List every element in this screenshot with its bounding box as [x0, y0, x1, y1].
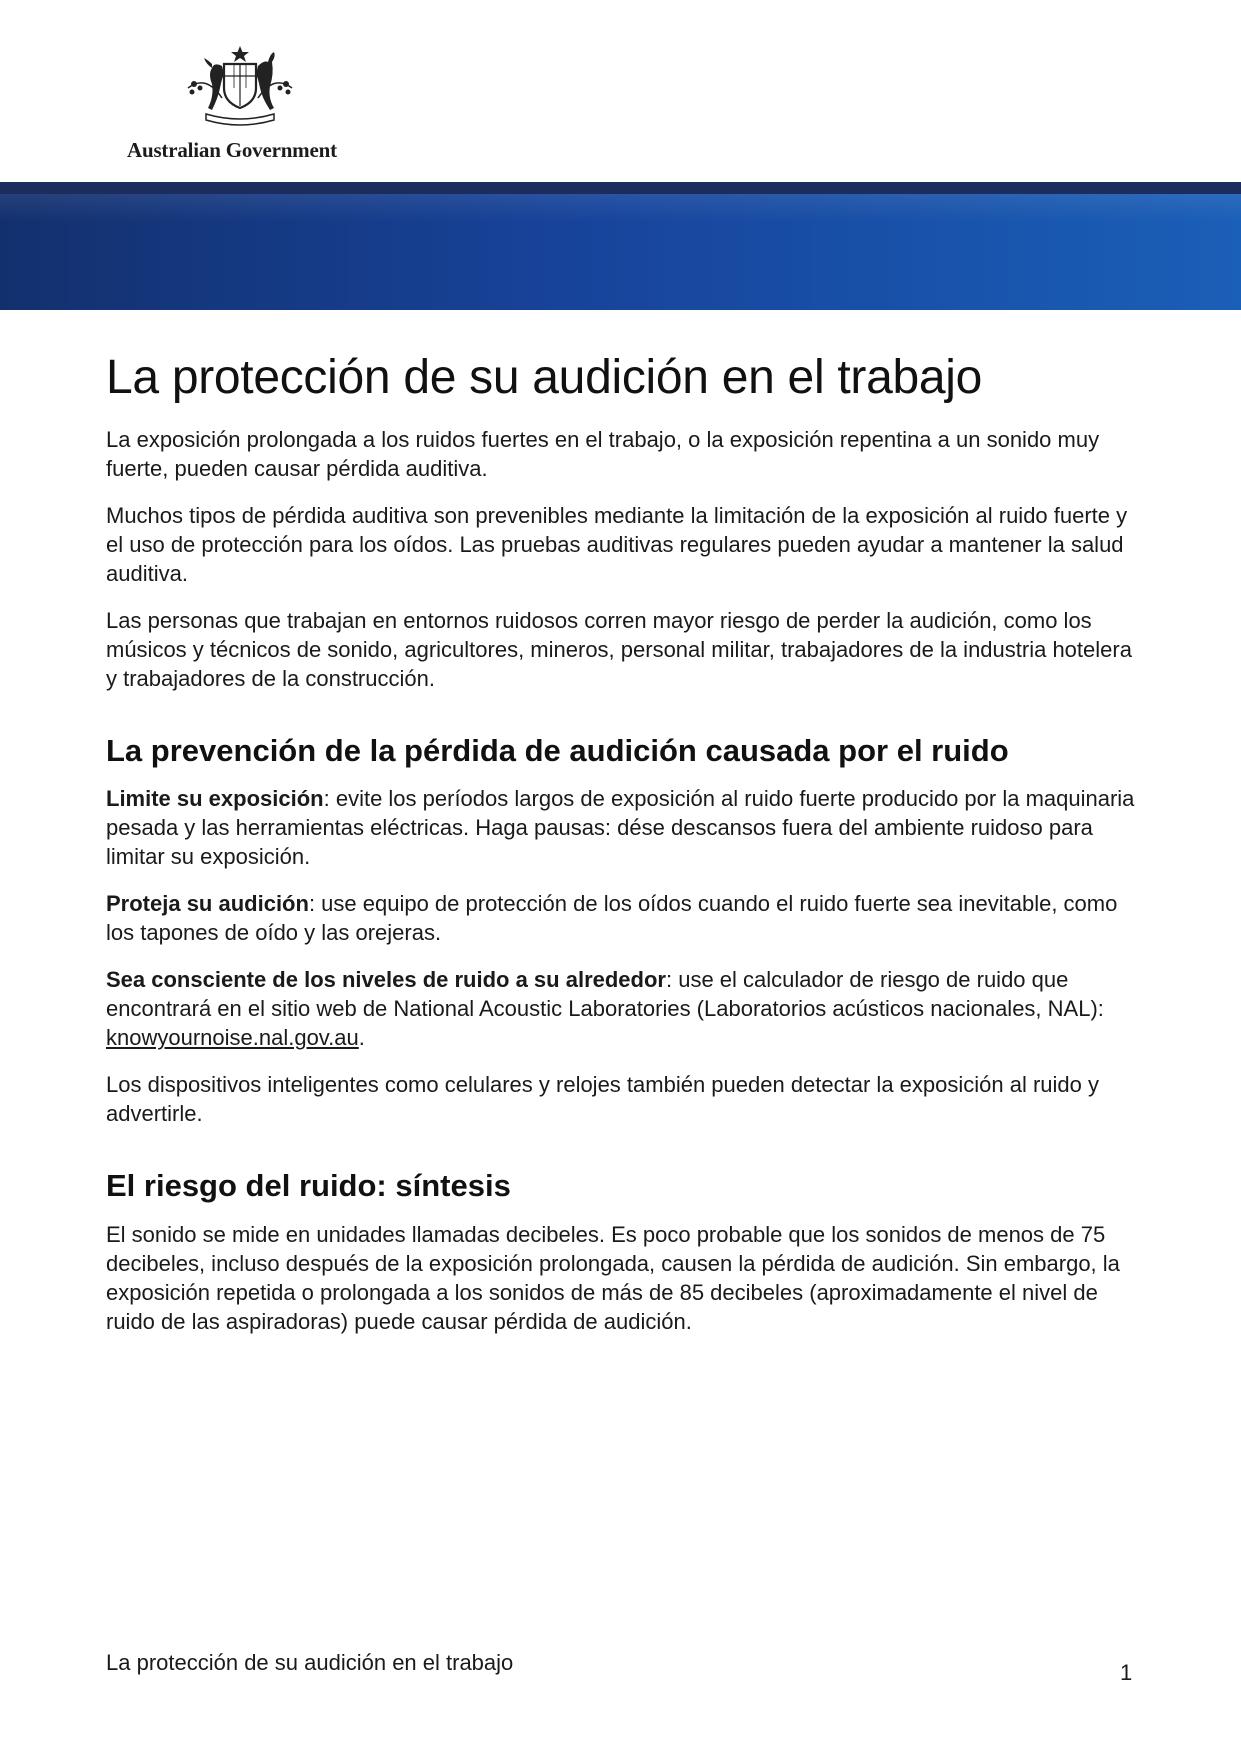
prevention-item-text: : evite los períodos largos de exposición al ruido fuerte producido por la maquinaria pesada y las herramientas eléctricas. Haga pausas: dése descansos fuera del ambiente ruidoso para limitar su exposición.: [106, 786, 1135, 870]
prevention-item-lead: Proteja su audición: [106, 891, 309, 917]
document-body: [106, 352, 1141, 1354]
prevention-item-after: .: [358, 1025, 365, 1051]
prevention-item-lead: Limite su exposición: [106, 786, 324, 812]
page-number: 1: [1120, 1660, 1133, 1685]
prevention-item-protect: [106, 889, 1141, 947]
prevention-item-awareness: [106, 965, 1141, 1052]
prevention-item-exposure: [106, 784, 1141, 871]
header-banner: [0, 182, 1241, 310]
intro-paragraph: Las personas que trabajan en entornos ruidosos corren mayor riesgo de perder la audición, como los músicos y técnicos de sonido, agricultores, mineros, personal militar, trabajadores de la industria hotelera y trabajadores de la construcción.: [106, 607, 1132, 691]
coat-of-arms-icon: [178, 44, 302, 128]
intro-paragraph: La exposición prolongada a los ruidos fuertes en el trabajo, o la exposición repentina a un sonido muy fuerte, pueden causar pérdida auditiva.: [106, 426, 1100, 481]
summary-paragraph: El sonido se mide en unidades llamadas decibeles. Es poco probable que los sonidos de menos de 75 decibeles, incluso después de la exposición prolongada, causen la pérdida de audición. Sin embargo, la exposición repetida o prolongada a los sonidos de más de 85 decibeles (aproximadamente el nivel de ruido de las aspiradoras) puede causar pérdida de audición.: [106, 1222, 1120, 1335]
government-name: Australian Government: [127, 138, 337, 162]
prevention-item-lead: Sea consciente de los niveles de ruido a su alrededor: [106, 967, 666, 993]
page-title: La protección de su audición en el trabajo: [106, 351, 983, 404]
page-header: [0, 0, 1241, 182]
prevention-closing: Los dispositivos inteligentes como celulares y relojes también pueden detectar la exposición al ruido y advertirle.: [106, 1072, 1099, 1127]
prevention-item-text: : use el calculador de riesgo de ruido que encontrará en el sitio web de National Acoustic Laboratories (Laboratorios acústicos nacionales, NAL):: [106, 967, 1104, 1022]
prevention-item-text: : use equipo de protección de los oídos cuando el ruido fuerte sea inevitable, como los tapones de oído y las orejeras.: [106, 891, 1118, 946]
summary-heading: El riesgo del ruido: síntesis: [106, 1168, 511, 1204]
nal-website-link[interactable]: knowyournoise.nal.gov.au: [106, 1025, 359, 1051]
intro-paragraph: Muchos tipos de pérdida auditiva son prevenibles mediante la limitación de la exposición al ruido fuerte y el uso de protección para los oídos. Las pruebas auditivas regulares pueden ayudar a mantener la salud auditiva.: [106, 502, 1128, 586]
footer-title: La protección de su audición en el trabajo: [106, 1650, 514, 1675]
prevention-heading: La prevención de la pérdida de audición causada por el ruido: [106, 732, 1009, 768]
